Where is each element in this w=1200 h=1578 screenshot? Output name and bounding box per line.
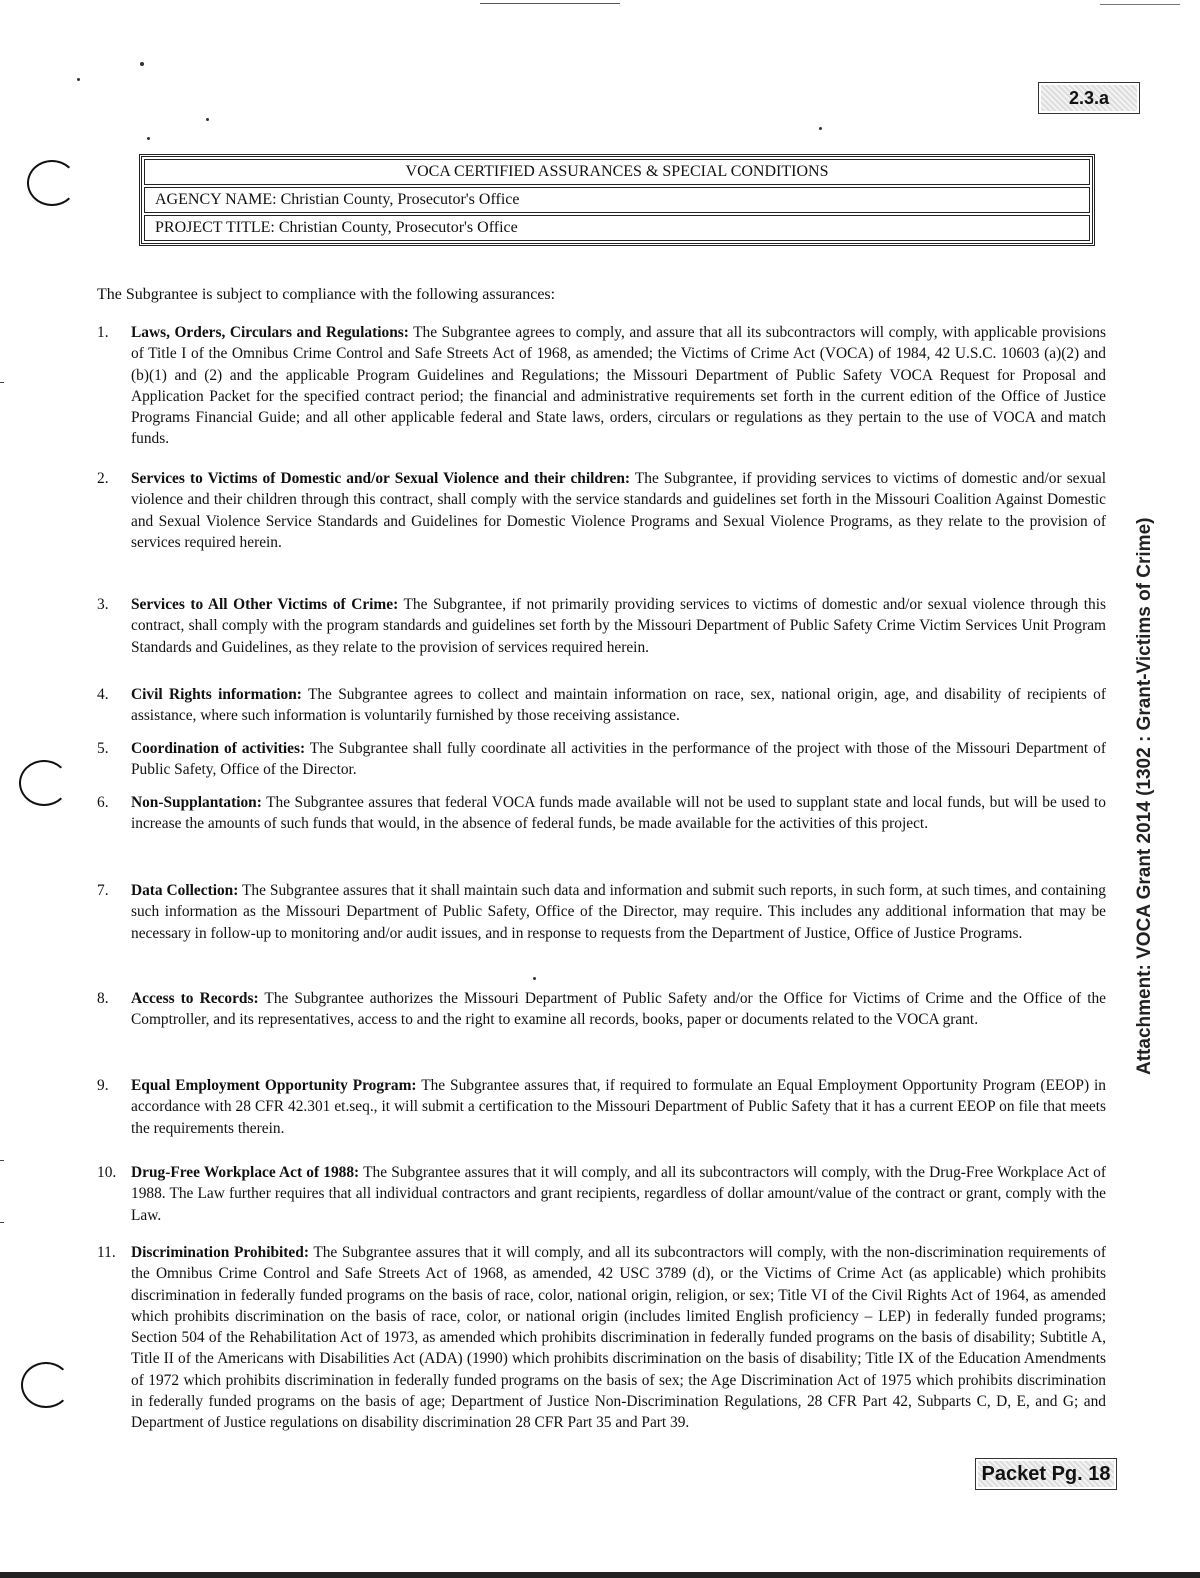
item-body	[131, 594, 1106, 658]
item-number: 9.	[97, 1077, 109, 1094]
scan-edge-bottom	[0, 1572, 1200, 1578]
form-title: VOCA CERTIFIED ASSURANCES & SPECIAL CONDITIONS	[144, 159, 1090, 185]
item-number: 3.	[97, 596, 109, 613]
punch-hole	[27, 160, 77, 206]
scan-speck	[77, 78, 80, 81]
header-table	[139, 154, 1095, 246]
item-body	[131, 1162, 1106, 1226]
item-text: The Subgrantee assures that it will comply, and all its subcontractors will comply, with the Drug-Free Workplace Act of 1988. The Law further requires that all individual contractors and grant recipients, regardless of dollar amount/value of the contract or grant, comply with the Law.	[131, 1164, 1106, 1224]
item-body	[131, 1242, 1106, 1434]
scan-mark	[0, 1222, 4, 1223]
item-number: 8.	[97, 990, 109, 1007]
item-term: Access to Records:	[131, 990, 259, 1007]
item-term: Equal Employment Opportunity Program:	[131, 1077, 417, 1094]
item-text: The Subgrantee authorizes the Missouri Department of Public Safety and/or the Office for Victims of Crime and the Office of the Comptroller, and its representatives, access to and the right to examine all records, books, paper or documents related to the VOCA grant.	[131, 990, 1106, 1029]
item-body	[131, 988, 1106, 1031]
punch-hole	[19, 760, 69, 806]
agency-name: AGENCY NAME: Christian County, Prosecutor's Office	[144, 187, 1090, 213]
scan-speck	[819, 127, 822, 130]
item-text: The Subgrantee agrees to collect and maintain information on race, sex, national origin, age, and disability of recipients of assistance, where such information is voluntarily furnished by those receiving assistance.	[131, 686, 1106, 725]
item-body	[131, 792, 1106, 835]
scan-mark	[0, 1160, 4, 1161]
scan-speck	[206, 118, 209, 121]
scan-speck	[147, 137, 150, 140]
item-term: Discrimination Prohibited:	[131, 1244, 309, 1261]
page-section-badge: 2.3.a	[1038, 82, 1140, 114]
item-text: The Subgrantee, if not primarily providing services to victims of domestic and/or sexual violence through this contract, shall comply with the program standards and guidelines set forth by the Missouri Department of Public Safety Crime Victim Services Unit Program Standards and Guidelines, as they relate to the provision of services required herein.	[131, 596, 1107, 656]
item-body	[131, 684, 1106, 727]
scan-mark	[0, 382, 4, 383]
item-text: The Subgrantee assures that, if required to formulate an Equal Employment Opportunity Program (EEOP) in accordance with 28 CFR 42.301 et.seq., it will submit a certification to the Missouri Department of Public Safety that it has a current EEOP on file that meets the requirements therein.	[131, 1077, 1106, 1137]
item-body	[131, 468, 1106, 553]
item-text: The Subgrantee, if providing services to victims of domestic and/or sexual violence and their children through this contract, shall comply with the service standards and guidelines set forth in the Missouri Coalition Against Domestic and Sexual Violence Service Standards and Guidelines for Domestic Violence Programs and Sexual Violence Programs, as they relate to the provision of services required herein.	[131, 470, 1107, 551]
item-number: 2.	[97, 470, 109, 487]
item-number: 11.	[97, 1244, 116, 1261]
item-body	[131, 880, 1106, 944]
item-body	[131, 738, 1106, 781]
item-number: 4.	[97, 686, 109, 703]
item-number: 1.	[97, 324, 109, 341]
item-body	[131, 1075, 1106, 1139]
item-number: 7.	[97, 882, 109, 899]
item-text: The Subgrantee shall fully coordinate all activities in the performance of the project with those of the Missouri Department of Public Safety, Office of the Director.	[131, 740, 1106, 779]
item-term: Non-Supplantation:	[131, 794, 262, 811]
item-term: Coordination of activities:	[131, 740, 306, 757]
item-term: Services to All Other Victims of Crime:	[131, 596, 399, 613]
punch-hole	[21, 1362, 71, 1408]
item-number: 5.	[97, 740, 109, 757]
item-text: The Subgrantee agrees to comply, and assure that all its subcontractors will comply, with applicable provisions of Title I of the Omnibus Crime Control and Safe Streets Act of 1968, as amended; the Victims of Crime Act (VOCA) of 1984, 42 U.S.C. 10603 (a)(2) and (b)(1) and (2) and the applicable Program Guidelines and Regulations; the Missouri Department of Public Safety VOCA Request for Proposal and Application Packet for the specified contract period; the financial and administrative requirements set forth in the current edition of the Office of Justice Programs Financial Guide; and all other applicable federal and State laws, orders, circulars or regulations as they pertain to the use of VOCA and match funds.	[131, 324, 1106, 448]
item-text: The Subgrantee assures that it will comply, and all its subcontractors will comply, with the non-discrimination requirements of the Omnibus Crime Control and Safe Streets Act of 1968, as amended, 42 USC 3789 (d), or the Victims of Crime Act (as applicable) which prohibits discrimination in federally funded programs on the basis of race, color, national origin, religion, or sex; Title VI of the Civil Rights Act of 1964, as amended which prohibits discrimination on the basis of race, color, or national origin (includes limited English proficiency – LEP) in federally funded programs; Section 504 of the Rehabilitation Act of 1973, as amended which prohibits discrimination in federally funded programs on the basis of disability; Subtitle A, Title II of the Americans with Disabilities Act (ADA) (1990) which prohibits discrimination on the basis of disability; Title IX of the Education Amendments of 1972 which prohibits discrimination in federally funded programs on the basis of sex; the Age Discrimination Act of 1975 which prohibits discrimination in federally funded programs on the basis of age; Department of Justice Non-Discrimination Regulations, 28 CFR Part 42, Subparts C, D, E, and G; and Department of Justice regulations on disability discrimination 28 CFR Part 35 and Part 39.	[131, 1244, 1106, 1432]
item-term: Laws, Orders, Circulars and Regulations:	[131, 324, 409, 341]
item-number: 6.	[97, 794, 109, 811]
item-body	[131, 322, 1106, 450]
scan-speck	[533, 977, 536, 980]
item-number: 10.	[97, 1164, 117, 1181]
item-term: Services to Victims of Domestic and/or Sexual Violence and their children:	[131, 470, 631, 487]
item-term: Drug-Free Workplace Act of 1988:	[131, 1164, 360, 1181]
scan-edge-top	[0, 0, 1200, 8]
intro-text: The Subgrantee is subject to compliance with the following assurances:	[97, 286, 556, 303]
packet-page-badge: Packet Pg. 18	[975, 1458, 1117, 1490]
item-text: The Subgrantee assures that federal VOCA funds made available will not be used to supplant state and local funds, but will be used to increase the amounts of such funds that would, in the absence of federal funds, be made available for the activities of this project.	[131, 794, 1106, 833]
scan-speck	[140, 62, 144, 66]
item-term: Data Collection:	[131, 882, 239, 899]
side-attachment-label: Attachment: VOCA Grant 2014 (1302 : Grant-Victims of Crime)	[1134, 517, 1155, 1075]
item-term: Civil Rights information:	[131, 686, 302, 703]
project-title: PROJECT TITLE: Christian County, Prosecutor's Office	[144, 215, 1090, 241]
item-text: The Subgrantee assures that it shall maintain such data and information and submit such reports, in such form, at such times, and containing such information as the Missouri Department of Public Safety, Office of the Director, may require. This includes any additional information that may be necessary in follow-up to monitoring and/or audit issues, and in response to requests from the Department of Justice, Office of Justice Programs.	[131, 882, 1106, 942]
